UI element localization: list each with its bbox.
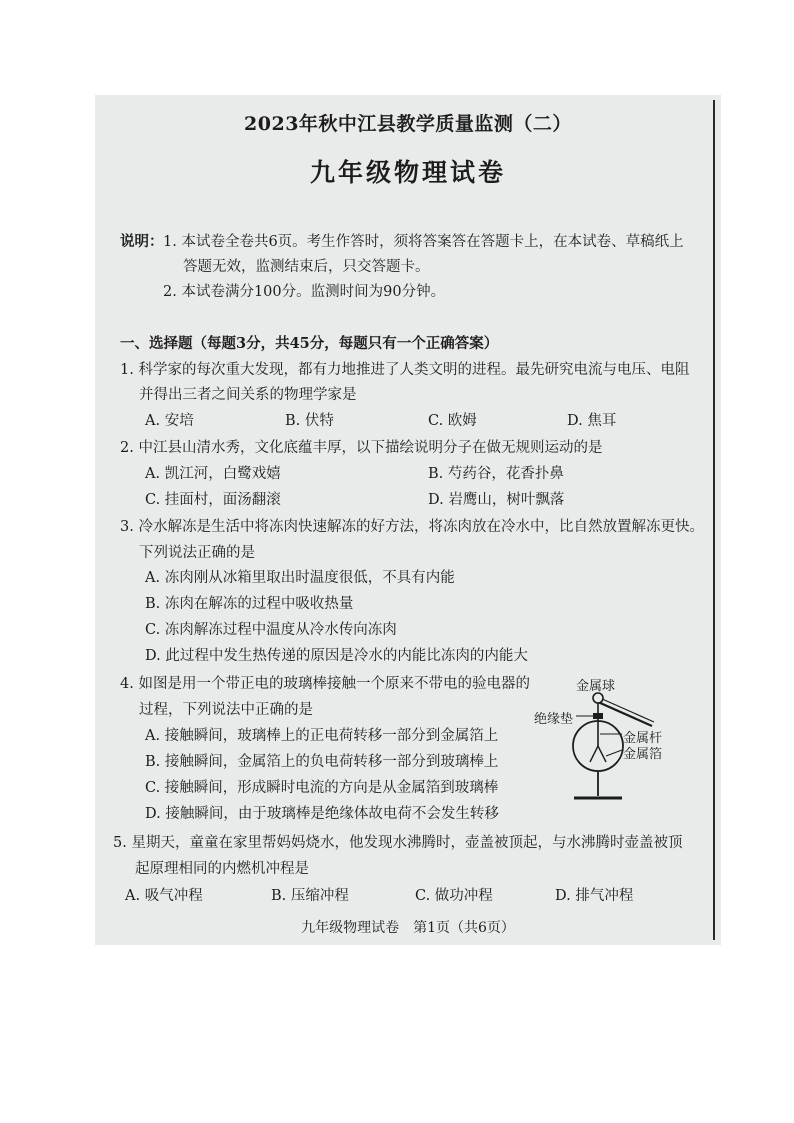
glass-rod-edge [600, 698, 654, 722]
question-5-option-d: D. 排气冲程 [555, 888, 634, 904]
question-2-option-d: D. 岩鹰山，树叶飘落 [428, 492, 565, 508]
section-heading: 一、选择题（每题3分，共45分，每题只有一个正确答案） [120, 335, 499, 352]
question-3-option-d: D. 此过程中发生热传递的原因是冷水的内能比冻肉的内能大 [145, 648, 528, 664]
leader-foil [606, 750, 622, 756]
question-3-option-a: A. 冻肉刚从冰箱里取出时温度很低，不具有内能 [145, 570, 455, 586]
question-1-option-b: B. 伏特 [285, 413, 334, 429]
insulator-pad [593, 713, 603, 719]
question-3-text: 3. 冷水解冻是生活中将冻肉快速解冻的好方法，将冻肉放在冷水中，比自然放置解冻更快。 [120, 519, 704, 535]
question-3-option-b: B. 冻肉在解冻的过程中吸收热量 [145, 596, 354, 612]
question-5-option-c: C. 做功冲程 [415, 888, 493, 904]
question-1-option-d: D. 焦耳 [567, 413, 617, 429]
question-4-option-c: C. 接触瞬间，形成瞬时电流的方向是从金属箔到玻璃棒 [145, 780, 499, 796]
question-1-option-a: A. 安培 [145, 413, 194, 429]
question-4-option-d: D. 接触瞬间，由于玻璃棒是绝缘体故电荷不会发生转移 [145, 806, 499, 822]
question-2-option-a: A. 凯江河，白鹭戏嬉 [145, 466, 281, 482]
question-3-option-c: C. 冻肉解冻过程中温度从冷水传向冻肉 [145, 622, 397, 638]
question-1-text-cont: 并得出三者之间关系的物理学家是 [139, 387, 357, 403]
question-5-text: 5. 星期天，童童在家里帮妈妈烧水，他发现水沸腾时，壶盖被顶起，与水沸腾时壶盖被顶 [113, 835, 683, 851]
question-4-text-cont: 过程，下列说法中正确的是 [139, 702, 313, 718]
question-5-option-a: A. 吸气冲程 [125, 888, 203, 904]
electroscope-figure [530, 676, 670, 806]
metal-foil-right [598, 746, 606, 762]
question-5-text-cont: 起原理相同的内燃机冲程是 [135, 861, 309, 877]
instructions-label: 说明： [120, 233, 164, 250]
instruction-item-1: 1. 本试卷全卷共6页。考生作答时，须将答案答在答题卡上，在本试卷、草稿纸上 [163, 234, 684, 250]
label-metal-ball: 金属球 [576, 679, 616, 694]
label-insulator-pad: 绝缘垫 [534, 712, 574, 727]
metal-foil-left [590, 746, 598, 762]
question-4-text: 4. 如图是用一个带正电的玻璃棒接触一个原来不带电的验电器的 [120, 676, 530, 692]
question-1-option-c: C. 欧姆 [428, 413, 477, 429]
exam-subtitle: 九年级物理试卷 [309, 158, 506, 187]
question-2-option-b: B. 芍药谷，花香扑鼻 [428, 466, 564, 482]
instruction-item-2: 2. 本试卷满分100分。监测时间为90分钟。 [163, 284, 446, 300]
label-metal-foil: 金属箔 [623, 747, 663, 762]
page-footer: 九年级物理试卷 第1页（共6页） [301, 920, 515, 936]
metal-ball [593, 693, 603, 703]
instruction-item-1-cont: 答题无效，监测结束后，只交答题卡。 [183, 259, 430, 275]
exam-title: 2023年秋中江县教学质量监测（二） [244, 113, 572, 135]
exam-content [95, 0, 721, 1123]
question-5-option-b: B. 压缩冲程 [271, 888, 349, 904]
question-1-text: 1. 科学家的每次重大发现，都有力地推进了人类文明的进程。最先研究电流与电压、电阻 [120, 362, 690, 378]
question-2-text: 2. 中江县山清水秀，文化底蕴丰厚，以下描绘说明分子在做无规则运动的是 [120, 440, 603, 456]
question-4-option-b: B. 接触瞬间，金属箔上的负电荷转移一部分到玻璃棒上 [145, 754, 499, 770]
label-metal-rod: 金属杆 [623, 731, 663, 746]
question-2-option-c: C. 挂面村，面汤翻滚 [145, 492, 281, 508]
question-4-option-a: A. 接触瞬间，玻璃棒上的正电荷转移一部分到金属箔上 [145, 728, 499, 744]
question-3-text-cont: 下列说法正确的是 [139, 545, 255, 561]
